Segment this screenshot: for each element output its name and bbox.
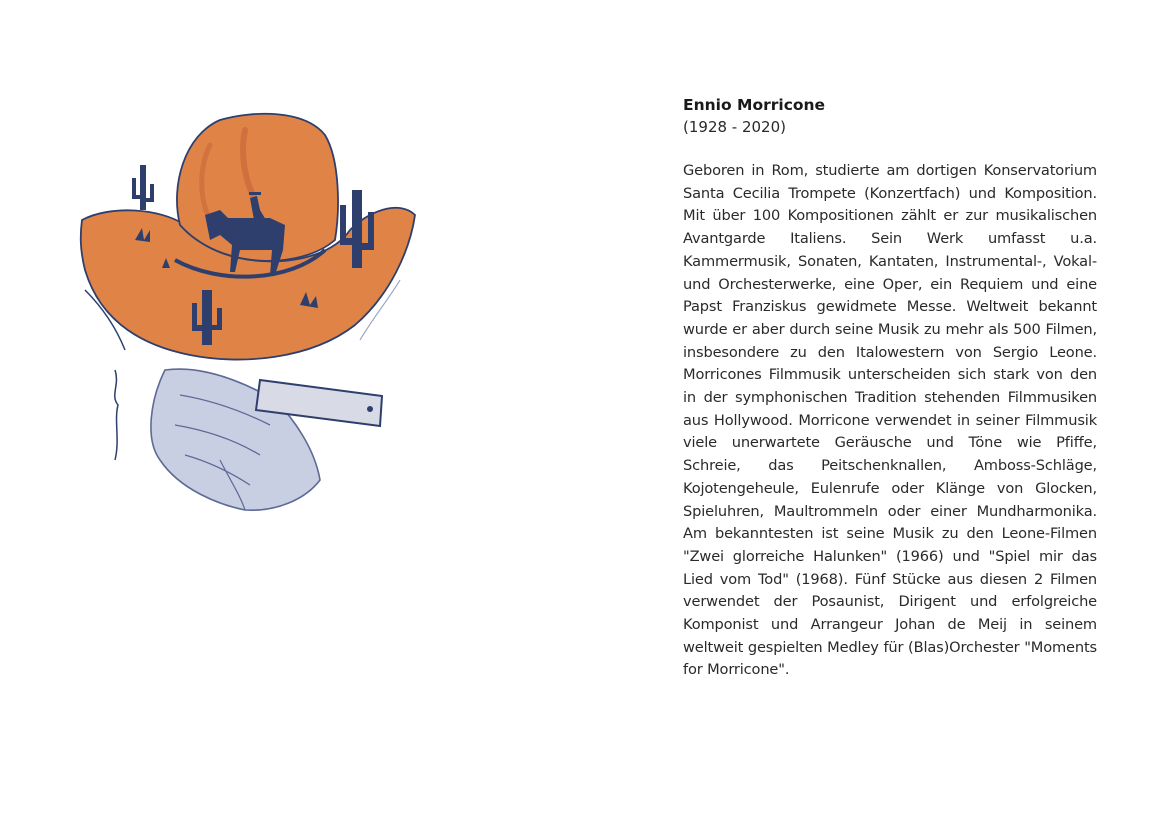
composer-name: Ennio Morricone: [683, 96, 826, 114]
cowboy-hat-illustration: [70, 100, 430, 520]
composer-biography: Geboren in Rom, studierte am dortigen Konservatorium Santa Cecilia Trompete (Konzertfach) und Komposition. Mit über 100 Kompositionen zählt er zur musikalischen Avantgarde Italiens. Sein Werk umfasst u.a. Kammermusik, Sonaten, Kantaten, Instrumental-, Vokal- und Orchesterwerke, eine Oper, ein Requiem und eine Papst Franziskus gewidmete Messe. Weltweit bekannt wurde er aber durch seine Musik zu mehr als 500 Filmen, insbesondere zu den Italowestern von Sergio Leone. Morricones Filmmusik unterscheiden sich stark von den in der symphonischen Tradition stehenden Filmmusiken aus Hollywood. Morricone verwendet in seiner Filmmusik viele unerwartete Geräusche und Töne wie Pfiffe, Schreie, das Peitschenknallen, Amboss-Schläge, Kojotengeheule, Eulenrufe oder Klänge von Glocken, Spieluhren, Maultrommeln oder einer Mundharmonika. Am bekanntesten ist seine Musik zu den Leone-Filmen "Zwei glorreiche Halunken" (1966) und "Spiel mir das Lied vom Tod" (1968). Fünf Stücke aus diesen 2 Filmen verwendet der Posaunist, Dirigent und erfolgreiche Komponist und Arrangeur Johan de Meij in seinem weltweit gespielten Medley für (Blas)Orchester "Moments for Morricone".: [683, 162, 1097, 679]
hat-shape: [81, 114, 415, 360]
article-text: [683, 94, 1097, 682]
composer-years: (1928 - 2020): [683, 118, 787, 136]
cowboy-hat-harmonica-illustration: [70, 100, 430, 520]
